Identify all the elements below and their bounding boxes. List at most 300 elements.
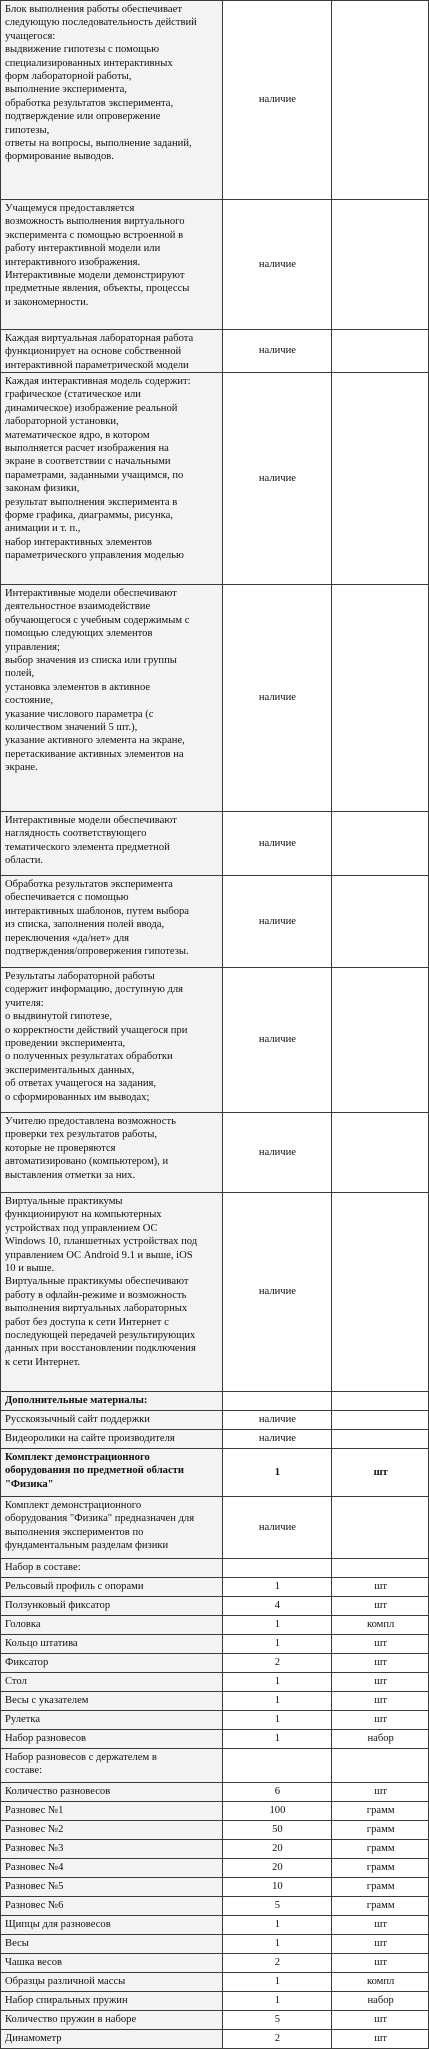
spec-description-line: ответы на вопросы, выполнение заданий, xyxy=(5,138,192,150)
spec-description xyxy=(5,332,219,370)
spec-value-cell xyxy=(222,968,332,1113)
kit-description-row xyxy=(1,1497,429,1559)
item-unit: шт xyxy=(374,2033,388,2045)
item-label-cell xyxy=(1,1692,223,1711)
spec-description-line: содержит информацию, доступную для xyxy=(5,984,184,996)
spec-description-line: фундаментальным разделам физики xyxy=(5,1540,169,1552)
spec-description-line: переключения «да/нет» для xyxy=(5,932,130,944)
weight-item-row xyxy=(1,1992,429,2011)
kit-item-row xyxy=(1,1578,429,1597)
spec-description-line: тематического элемента предметной xyxy=(5,841,170,853)
spec-unit-cell xyxy=(332,330,429,373)
spec-description-line: состояние, xyxy=(5,695,54,707)
spec-description-line: деятельностное взаимодействие xyxy=(5,601,151,613)
item-label-cell xyxy=(1,1859,223,1878)
spec-description-line: которые не проверяются xyxy=(5,1142,116,1154)
item-unit-cell xyxy=(332,1973,429,1992)
item-quantity: 5 xyxy=(274,1900,281,1912)
spec-unit-cell xyxy=(332,373,429,585)
spec-unit-cell xyxy=(332,1193,429,1392)
spec-description xyxy=(5,202,219,327)
item-quantity-cell xyxy=(222,1654,332,1673)
item-unit: шт xyxy=(374,1786,388,1798)
spec-description-line: эксперимента с помощью встроенной в xyxy=(5,229,184,241)
spec-value-cell xyxy=(222,876,332,968)
item-unit: шт xyxy=(374,2014,388,2026)
item-unit: грамм xyxy=(366,1805,395,1817)
item-quantity-cell xyxy=(222,1992,332,2011)
spec-unit-cell xyxy=(332,812,429,876)
spec-description-cell xyxy=(1,812,223,876)
spec-description-line: набор интерактивных элементов xyxy=(5,536,152,548)
spec-value: наличие xyxy=(258,1146,296,1158)
spec-description-line: установка элементов в активное xyxy=(5,681,151,693)
item-label-cell xyxy=(1,1802,223,1821)
item-unit: компл xyxy=(366,1976,395,1988)
item-unit-cell xyxy=(332,1673,429,1692)
item-unit-cell xyxy=(332,1578,429,1597)
item-label-cell xyxy=(1,1821,223,1840)
spec-value-cell xyxy=(222,200,332,330)
spec-description-cell xyxy=(1,1497,223,1559)
weight-item-row xyxy=(1,1783,429,1802)
kit-item-row xyxy=(1,1635,429,1654)
item-quantity: 6 xyxy=(274,1786,281,1798)
item-unit-cell xyxy=(332,1392,429,1411)
item-quantity: 2 xyxy=(274,2033,281,2045)
item-label-cell xyxy=(1,1578,223,1597)
item-unit: шт xyxy=(374,1957,388,1969)
item-label-cell xyxy=(1,1635,223,1654)
item-quantity: 1 xyxy=(274,1995,281,2007)
spec-unit-cell xyxy=(332,1,429,200)
item-quantity-cell xyxy=(222,1616,332,1635)
spec-description-line: об ответах учащегося на задания, xyxy=(5,1078,157,1090)
item-label-cell xyxy=(1,1973,223,1992)
item-label: Разновес №3 xyxy=(5,1843,64,1855)
item-unit: набор xyxy=(367,1995,394,2007)
item-quantity-cell xyxy=(222,1840,332,1859)
spec-description-line: параметрами, заданными учащимся, по xyxy=(5,469,184,481)
spec-description-line: перетаскивание активных элементов на xyxy=(5,748,184,760)
spec-description-cell xyxy=(1,1113,223,1193)
spec-value-cell xyxy=(222,1,332,200)
item-quantity-cell xyxy=(222,1430,332,1449)
item-label-cell xyxy=(1,1654,223,1673)
item-unit: набор xyxy=(367,1733,394,1745)
spec-description-line: форм лабораторной работы, xyxy=(5,71,132,83)
spec-description-line: Блок выполнения работы обеспечивает xyxy=(5,4,182,15)
spec-description-line: указание активного элемента на экране, xyxy=(5,735,185,747)
item-label: Кольцо штатива xyxy=(5,1638,78,1650)
item-unit-cell xyxy=(332,1411,429,1430)
spec-description-line: Обработка результатов эксперимента xyxy=(5,879,173,890)
item-unit: грамм xyxy=(366,1843,395,1855)
requirement-row xyxy=(1,968,429,1113)
item-quantity-cell xyxy=(222,1711,332,1730)
spec-description-line: предметные явления, объекты, процессы xyxy=(5,283,190,295)
item-unit-cell xyxy=(332,1992,429,2011)
spec-description-line: о сформированных им выводах; xyxy=(5,1091,150,1103)
item-quantity-cell xyxy=(222,2011,332,2030)
spec-value-cell xyxy=(222,1113,332,1193)
item-unit: грамм xyxy=(366,1824,395,1836)
spec-description-line: законам физики, xyxy=(5,483,80,495)
spec-description-line: работу в офлайн-режиме и возможность xyxy=(5,1289,187,1301)
spec-description-line: и закономерности. xyxy=(5,296,89,308)
spec-description-line: автоматизировано (компьютером), и xyxy=(5,1156,169,1168)
specification-table-body xyxy=(1,1,429,2049)
spec-description-line: формирование выводов. xyxy=(5,151,114,163)
spec-unit-cell xyxy=(332,1749,429,1783)
spec-description-line: Интерактивные модели обеспечивают xyxy=(5,588,177,599)
item-unit-cell xyxy=(332,1616,429,1635)
spec-description-line: 10 и выше. xyxy=(5,1263,55,1275)
spec-description-line: проверки тех результатов работы, xyxy=(5,1129,158,1141)
spec-description xyxy=(5,1195,219,1389)
spec-description-line: данных при восстановлении подключения xyxy=(5,1343,196,1355)
spec-unit-cell xyxy=(332,1497,429,1559)
item-label: Количество пружин в наборе xyxy=(5,2014,137,2026)
spec-description-line: подтверждение или опровержение xyxy=(5,111,161,123)
item-label: Рулетка xyxy=(5,1714,41,1726)
spec-unit-cell xyxy=(332,876,429,968)
spec-description xyxy=(5,970,219,1110)
weight-item-row xyxy=(1,1973,429,1992)
spec-description-line: устройствах под управлением ОС xyxy=(5,1222,158,1234)
spec-description-line: о корректности действий учащегося при xyxy=(5,1024,188,1036)
spec-value-cell xyxy=(222,812,332,876)
spec-description-line: учащегося: xyxy=(5,30,56,42)
item-unit-cell xyxy=(332,1802,429,1821)
item-quantity-cell xyxy=(222,1559,332,1578)
spec-description-line: выполнения виртуальных лабораторных xyxy=(5,1303,188,1315)
spec-description-line: оборудования "Физика" предназначен для xyxy=(5,1513,195,1525)
spec-description-line: математическое ядро, в котором xyxy=(5,429,150,441)
spec-description-line: к сети Интернет. xyxy=(5,1356,81,1368)
spec-description-line: Каждая интерактивная модель содержит: xyxy=(5,376,191,387)
spec-unit: шт xyxy=(373,1466,388,1478)
kit-item-row xyxy=(1,1711,429,1730)
weight-item-row xyxy=(1,1878,429,1897)
requirement-row xyxy=(1,330,429,373)
kit-item-row xyxy=(1,1597,429,1616)
item-label-cell xyxy=(1,1897,223,1916)
item-label: Видеоролики на сайте производителя xyxy=(5,1433,175,1445)
spec-description-line: Учителю предоставлена возможность xyxy=(5,1116,176,1127)
spec-description-line: выполнение эксперимента, xyxy=(5,84,127,96)
spec-unit-cell xyxy=(332,1113,429,1193)
item-unit: шт xyxy=(374,1676,388,1688)
weights-header-row xyxy=(1,1749,429,1783)
item-unit-cell xyxy=(332,2030,429,2049)
item-quantity-cell xyxy=(222,2030,332,2049)
weight-item-row xyxy=(1,1821,429,1840)
item-label: Стол xyxy=(5,1676,27,1688)
spec-description-line: Виртуальные практикумы xyxy=(5,1196,123,1207)
kit-item-row xyxy=(1,1730,429,1749)
spec-description-cell xyxy=(1,876,223,968)
spec-value: наличие xyxy=(258,345,296,357)
item-quantity: 4 xyxy=(274,1600,281,1612)
item-quantity: 1 xyxy=(274,1695,281,1707)
spec-description-cell xyxy=(1,330,223,373)
spec-description-line: Учащемуся предоставляется xyxy=(5,203,135,214)
item-unit: шт xyxy=(374,1581,388,1593)
item-label-cell xyxy=(1,1916,223,1935)
item-label-cell xyxy=(1,1711,223,1730)
spec-description-cell xyxy=(1,585,223,812)
item-label-cell xyxy=(1,1597,223,1616)
spec-description-cell xyxy=(1,968,223,1113)
spec-description xyxy=(5,814,219,873)
spec-value-cell xyxy=(222,1449,332,1497)
weight-item-row xyxy=(1,1916,429,1935)
spec-value: наличие xyxy=(258,1521,296,1533)
spec-description-line: параметрического управления моделью xyxy=(5,550,184,562)
spec-description-line: работ без доступа к сети Интернет с xyxy=(5,1316,169,1328)
spec-description xyxy=(5,1499,219,1556)
spec-description-line: Windows 10, планшетных устройствах под xyxy=(5,1236,198,1248)
weight-item-row xyxy=(1,1802,429,1821)
kit-item-row xyxy=(1,1654,429,1673)
spec-value: наличие xyxy=(258,1034,296,1046)
spec-unit-cell xyxy=(332,585,429,812)
kit-header-row xyxy=(1,1449,429,1497)
item-unit-cell xyxy=(332,1559,429,1578)
spec-description-line: о полученных результатах обработки xyxy=(5,1051,173,1063)
item-quantity-cell xyxy=(222,1897,332,1916)
item-unit: грамм xyxy=(366,1862,395,1874)
item-quantity: 5 xyxy=(274,2014,281,2026)
spec-unit-cell xyxy=(332,200,429,330)
item-quantity-cell xyxy=(222,1730,332,1749)
item-label: Разновес №6 xyxy=(5,1900,64,1912)
spec-description-line: функционирует на основе собственной xyxy=(5,346,182,358)
spec-description-line: области. xyxy=(5,855,44,867)
spec-description xyxy=(5,878,219,965)
item-label-cell xyxy=(1,2011,223,2030)
item-label: Образцы различной массы xyxy=(5,1976,126,1988)
weight-item-row xyxy=(1,1954,429,1973)
item-label: Рельсовый профиль с опорами xyxy=(5,1581,144,1593)
spec-value: наличие xyxy=(258,837,296,849)
kit-item-row xyxy=(1,1559,429,1578)
item-label-cell xyxy=(1,1783,223,1802)
item-quantity-cell xyxy=(222,1692,332,1711)
spec-description-line: Интерактивные модели обеспечивают xyxy=(5,815,177,826)
material-row xyxy=(1,1411,429,1430)
item-label: Дополнительные материалы: xyxy=(5,1395,148,1407)
item-unit-cell xyxy=(332,1783,429,1802)
spec-description-line: помощью следующих элементов xyxy=(5,628,153,640)
spec-description-line: Результаты лабораторной работы xyxy=(5,971,155,982)
spec-description-line: динамическое) изображение реальной xyxy=(5,402,178,414)
item-unit-cell xyxy=(332,1859,429,1878)
item-label-cell xyxy=(1,1411,223,1430)
item-unit: шт xyxy=(374,1638,388,1650)
spec-description xyxy=(5,1115,219,1190)
item-quantity: 20 xyxy=(272,1862,283,1874)
spec-description xyxy=(5,587,219,809)
spec-description-line: полей, xyxy=(5,668,35,680)
spec-description-line: следующую последовательность действий xyxy=(5,17,197,29)
item-unit: шт xyxy=(374,1938,388,1950)
spec-description-line: количеством значений 5 шт.), xyxy=(5,722,138,734)
item-quantity-cell xyxy=(222,1597,332,1616)
spec-value: наличие xyxy=(258,472,296,484)
requirement-row xyxy=(1,373,429,585)
spec-description-line: результат выполнения эксперимента в xyxy=(5,496,178,508)
weight-item-row xyxy=(1,1935,429,1954)
item-unit: грамм xyxy=(366,1881,395,1893)
spec-description-line: интерактивных шаблонов, путем выбора xyxy=(5,905,189,917)
item-label-cell xyxy=(1,1616,223,1635)
item-quantity: 1 xyxy=(274,1581,281,1593)
item-label-cell xyxy=(1,1392,223,1411)
item-label-cell xyxy=(1,1430,223,1449)
spec-value: наличие xyxy=(258,258,296,270)
requirement-row xyxy=(1,876,429,968)
item-quantity-cell xyxy=(222,1802,332,1821)
section-header-row xyxy=(1,1392,429,1411)
item-quantity: 2 xyxy=(274,1657,281,1669)
weight-item-row xyxy=(1,1840,429,1859)
kit-item-row xyxy=(1,1673,429,1692)
item-quantity-cell xyxy=(222,1635,332,1654)
spec-description-line: проведении эксперимента, xyxy=(5,1038,126,1050)
item-unit: шт xyxy=(374,1600,388,1612)
item-label: Набор в составе: xyxy=(5,1562,81,1574)
item-unit-cell xyxy=(332,1597,429,1616)
item-unit-cell xyxy=(332,1935,429,1954)
item-label: Головка xyxy=(5,1619,41,1631)
item-quantity: 1 xyxy=(274,1619,281,1631)
kit-item-row xyxy=(1,1616,429,1635)
item-unit-cell xyxy=(332,1730,429,1749)
spec-description-cell xyxy=(1,1749,223,1783)
spec-value-cell xyxy=(222,1193,332,1392)
item-quantity-cell xyxy=(222,1821,332,1840)
item-quantity: 1 xyxy=(274,1676,281,1688)
item-unit: шт xyxy=(374,1657,388,1669)
spec-value-cell xyxy=(222,585,332,812)
item-label: Русскоязычный сайт поддержки xyxy=(5,1414,150,1426)
spec-description-line: экране. xyxy=(5,762,38,774)
weight-item-row xyxy=(1,1897,429,1916)
item-label: Количество разновесов xyxy=(5,1786,111,1798)
spec-description-line: работу интерактивной модели или xyxy=(5,243,161,255)
item-label-cell xyxy=(1,1730,223,1749)
spec-description xyxy=(5,375,219,582)
spec-description-line: экспериментальных данных, xyxy=(5,1064,135,1076)
spec-description-line: Комплект демонстрационного xyxy=(5,1500,142,1511)
spec-description-line: выбор значения из списка или группы xyxy=(5,655,177,667)
spec-description-line: Комплект демонстрационного xyxy=(5,1452,150,1463)
spec-description-line: возможность выполнения виртуального xyxy=(5,216,185,228)
spec-value: наличие xyxy=(258,1286,296,1298)
item-label: Разновес №2 xyxy=(5,1824,64,1836)
spec-value-cell xyxy=(222,1497,332,1559)
spec-description-line: обработка результатов эксперимента, xyxy=(5,97,174,109)
spec-description xyxy=(5,1451,219,1494)
spec-description-line: учителя: xyxy=(5,997,44,1009)
requirement-row xyxy=(1,1113,429,1193)
item-quantity-cell xyxy=(222,1935,332,1954)
item-quantity-cell xyxy=(222,1392,332,1411)
item-label-cell xyxy=(1,1559,223,1578)
item-label: Разновес №4 xyxy=(5,1862,64,1874)
item-quantity: 1 xyxy=(274,1714,281,1726)
item-unit: компл xyxy=(366,1619,395,1631)
spec-description-line: специализированных интерактивных xyxy=(5,57,173,69)
spec-value-cell xyxy=(222,373,332,585)
item-label: Динамометр xyxy=(5,2033,62,2045)
item-label-cell xyxy=(1,1878,223,1897)
spec-value: наличие xyxy=(258,692,296,704)
material-row xyxy=(1,1430,429,1449)
spec-description-line: интерактивной параметрической модели xyxy=(5,359,189,370)
spec-value-cell xyxy=(222,330,332,373)
spec-description-line: функционируют на компьютерных xyxy=(5,1209,162,1221)
item-quantity: 20 xyxy=(272,1843,283,1855)
item-label-cell xyxy=(1,1935,223,1954)
spec-description-line: гипотезы, xyxy=(5,124,50,136)
item-unit-cell xyxy=(332,2011,429,2030)
spec-unit-cell xyxy=(332,1449,429,1497)
spec-description-line: указание числового параметра (с xyxy=(5,708,154,720)
item-unit-cell xyxy=(332,1635,429,1654)
item-label: Разновес №5 xyxy=(5,1881,64,1893)
item-label: Весы с указателем xyxy=(5,1695,89,1707)
item-quantity: 1 xyxy=(274,1638,281,1650)
spec-description-line: управления; xyxy=(5,641,60,653)
item-label: Набор спиральных пружин xyxy=(5,1995,128,2007)
spec-description-line: выполняется расчет изображения на xyxy=(5,443,169,455)
kit-item-row xyxy=(1,1692,429,1711)
item-quantity: 2 xyxy=(274,1957,281,1969)
item-unit-cell xyxy=(332,1897,429,1916)
item-quantity: наличие xyxy=(258,1433,296,1445)
item-unit: шт xyxy=(374,1695,388,1707)
spec-description-cell xyxy=(1,200,223,330)
spec-description-cell xyxy=(1,373,223,585)
item-quantity-cell xyxy=(222,1783,332,1802)
requirement-row xyxy=(1,1193,429,1392)
item-unit-cell xyxy=(332,1430,429,1449)
item-label-cell xyxy=(1,2030,223,2049)
item-quantity: 1 xyxy=(274,1976,281,1988)
spec-description-line: оборудования по предметной области xyxy=(5,1465,184,1477)
item-label: Фиксатор xyxy=(5,1657,49,1669)
item-label: Щипцы для разновесов xyxy=(5,1919,111,1931)
spec-description-line: форме графика, диаграммы, рисунка, xyxy=(5,510,173,522)
item-label: Чашка весов xyxy=(5,1957,62,1969)
item-label: Набор разновесов xyxy=(5,1733,87,1745)
item-label: Весы xyxy=(5,1938,29,1950)
item-quantity-cell xyxy=(222,1859,332,1878)
spec-description-line: Каждая виртуальная лабораторная работа xyxy=(5,333,194,344)
spec-description-line: Интерактивные модели демонстрируют xyxy=(5,270,185,282)
item-quantity: 1 xyxy=(274,1919,281,1931)
item-unit-cell xyxy=(332,1878,429,1897)
item-unit-cell xyxy=(332,1840,429,1859)
spec-value: 1 xyxy=(274,1466,281,1478)
spec-description-line: обеспечивается с помощью xyxy=(5,892,129,904)
spec-description-line: интерактивного изображения. xyxy=(5,256,141,268)
spec-description-line: управлением ОС Android 9.1 и выше, iOS xyxy=(5,1249,193,1261)
requirement-row xyxy=(1,1,429,200)
